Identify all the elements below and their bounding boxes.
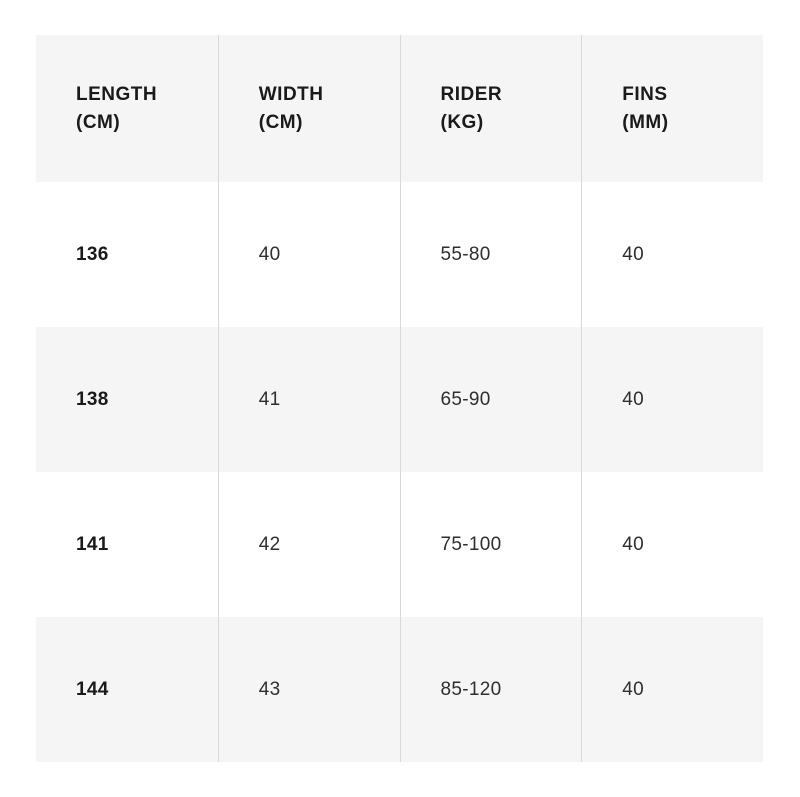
column-header-unit: (CM) bbox=[258, 111, 303, 133]
table-cell-rider: 75-100 bbox=[400, 472, 582, 617]
table-cell-fins: 40 bbox=[581, 472, 763, 617]
table-cell-width: 42 bbox=[218, 472, 400, 617]
column-header-length bbox=[36, 35, 218, 182]
table-cell-width: 41 bbox=[218, 327, 400, 472]
table-cell-rider: 85-120 bbox=[400, 617, 582, 762]
column-header-label: RIDER bbox=[440, 83, 503, 105]
column-header-label: FINS bbox=[622, 83, 668, 105]
column-header-label: LENGTH bbox=[76, 83, 158, 105]
size-chart-table bbox=[36, 35, 763, 762]
table-cell-width: 43 bbox=[218, 617, 400, 762]
column-header-unit: (CM) bbox=[76, 111, 121, 133]
table-cell-length: 141 bbox=[76, 533, 109, 555]
table-cell-length: 136 bbox=[76, 243, 109, 265]
column-header-width bbox=[218, 35, 400, 182]
table-cell-rider: 55-80 bbox=[400, 182, 582, 327]
table-cell-width: 40 bbox=[218, 182, 400, 327]
column-header-fins bbox=[581, 35, 763, 182]
table-cell-rider: 65-90 bbox=[400, 327, 582, 472]
table-cell-fins: 40 bbox=[581, 182, 763, 327]
table-cell-fins: 40 bbox=[581, 327, 763, 472]
table-cell-fins: 40 bbox=[581, 617, 763, 762]
column-header-unit: (MM) bbox=[622, 111, 669, 133]
column-header-label: WIDTH bbox=[258, 83, 324, 105]
column-header-rider bbox=[400, 35, 582, 182]
table-cell-length: 144 bbox=[36, 617, 218, 762]
column-header-unit: (KG) bbox=[440, 111, 484, 133]
table-cell-length: 138 bbox=[36, 327, 218, 472]
